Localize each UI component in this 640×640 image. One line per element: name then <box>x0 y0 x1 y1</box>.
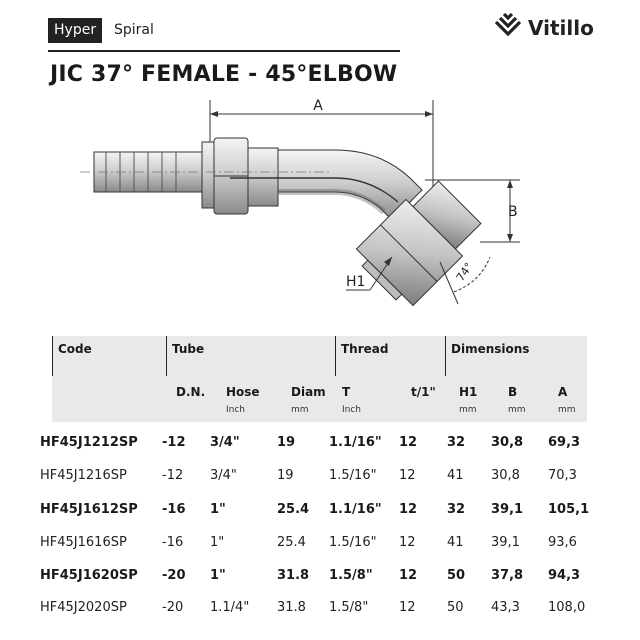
cell-thread: 1.1/16" <box>329 435 382 450</box>
col-a: A <box>558 385 568 399</box>
spiral-label: Spiral <box>114 22 154 38</box>
cell-diam: 25.4 <box>277 535 306 550</box>
cell-diam: 19 <box>277 435 296 450</box>
col-diam: Diam <box>291 385 326 399</box>
label-b: B <box>508 204 518 220</box>
cell-dn: -12 <box>162 435 186 450</box>
cell-code: HF45J1616SP <box>40 535 127 550</box>
cell-hose: 3/4" <box>210 468 237 483</box>
cell-code: HF45J1612SP <box>40 502 138 517</box>
table-row <box>20 592 620 624</box>
cell-diam: 31.8 <box>277 600 306 615</box>
table-row <box>20 427 620 459</box>
col-diam-unit: mm <box>291 405 309 415</box>
cell-h1: 41 <box>447 535 464 550</box>
cell-a: 93,6 <box>548 535 577 550</box>
brand-name: Vitillo <box>528 16 594 40</box>
divider-tube <box>166 336 167 376</box>
header-code: Code <box>58 342 92 356</box>
col-hose: Hose <box>226 385 260 399</box>
col-thread: T <box>342 385 351 399</box>
cell-h1: 50 <box>447 600 464 615</box>
cell-tpi: 12 <box>399 600 416 615</box>
cell-tpi: 12 <box>399 568 418 583</box>
header-thread: Thread <box>341 342 389 356</box>
cell-dn: -20 <box>162 600 184 615</box>
header-divider <box>48 50 400 52</box>
cell-b: 39,1 <box>491 535 520 550</box>
cell-tpi: 12 <box>399 435 418 450</box>
cell-dn: -12 <box>162 468 184 483</box>
cell-tpi: 12 <box>399 502 418 517</box>
cell-hose: 1" <box>210 502 226 517</box>
cell-h1: 41 <box>447 468 464 483</box>
cell-b: 30,8 <box>491 435 524 450</box>
col-tpi: t/1" <box>411 385 436 399</box>
cell-h1: 50 <box>447 568 466 583</box>
col-a-unit: mm <box>558 405 576 415</box>
cell-diam: 19 <box>277 468 294 483</box>
cell-hose: 1.1/4" <box>210 600 250 615</box>
cell-hose: 1" <box>210 568 226 583</box>
cell-tpi: 12 <box>399 468 416 483</box>
cell-a: 94,3 <box>548 568 581 583</box>
cell-a: 70,3 <box>548 468 577 483</box>
cell-code: HF45J1212SP <box>40 435 138 450</box>
cell-thread: 1.5/16" <box>329 468 377 483</box>
cell-tpi: 12 <box>399 535 416 550</box>
cell-hose: 3/4" <box>210 435 240 450</box>
col-dn: D.N. <box>176 385 206 399</box>
divider-dimensions <box>445 336 446 376</box>
cell-a: 105,1 <box>548 502 590 517</box>
header-tube: Tube <box>172 342 205 356</box>
hose-tail <box>94 138 278 214</box>
cell-b: 43,3 <box>491 600 520 615</box>
cell-a: 108,0 <box>548 600 586 615</box>
header-dimensions: Dimensions <box>451 342 530 356</box>
table-row <box>20 494 620 526</box>
cell-h1: 32 <box>447 435 466 450</box>
table-row <box>20 527 620 559</box>
divider-thread <box>335 336 336 376</box>
cell-code: HF45J1620SP <box>40 568 138 583</box>
cell-dn: -20 <box>162 568 186 583</box>
table-row <box>20 460 620 492</box>
cell-diam: 31.8 <box>277 568 310 583</box>
cell-hose: 1" <box>210 535 225 550</box>
cell-thread: 1.5/8" <box>329 568 373 583</box>
cell-b: 39,1 <box>491 502 524 517</box>
cell-thread: 1.5/8" <box>329 600 369 615</box>
table-row <box>20 560 620 592</box>
cell-dn: -16 <box>162 535 184 550</box>
fitting-drawing <box>80 92 520 322</box>
label-h1: H1 <box>346 274 366 290</box>
cell-b: 37,8 <box>491 568 524 583</box>
cell-a: 69,3 <box>548 435 581 450</box>
cell-code: HF45J1216SP <box>40 468 127 483</box>
cell-code: HF45J2020SP <box>40 600 127 615</box>
cell-h1: 32 <box>447 502 466 517</box>
label-a: A <box>313 98 323 114</box>
cell-thread: 1.5/16" <box>329 535 377 550</box>
col-b-unit: mm <box>508 405 526 415</box>
page-title: JIC 37° FEMALE - 45°ELBOW <box>50 62 398 87</box>
cell-thread: 1.1/16" <box>329 502 382 517</box>
col-thread-unit: Inch <box>342 405 362 415</box>
col-h1: H1 <box>459 385 478 399</box>
brand-logo <box>490 8 594 48</box>
hyper-badge: Hyper <box>48 18 102 43</box>
label-angle: 74° <box>453 260 476 284</box>
divider-code <box>52 336 53 376</box>
cell-b: 30,8 <box>491 468 520 483</box>
vitillo-logo-icon <box>490 8 526 44</box>
col-b: B <box>508 385 518 399</box>
cell-diam: 25.4 <box>277 502 310 517</box>
col-h1-unit: mm <box>459 405 477 415</box>
col-hose-unit: Inch <box>226 405 246 415</box>
cell-dn: -16 <box>162 502 186 517</box>
